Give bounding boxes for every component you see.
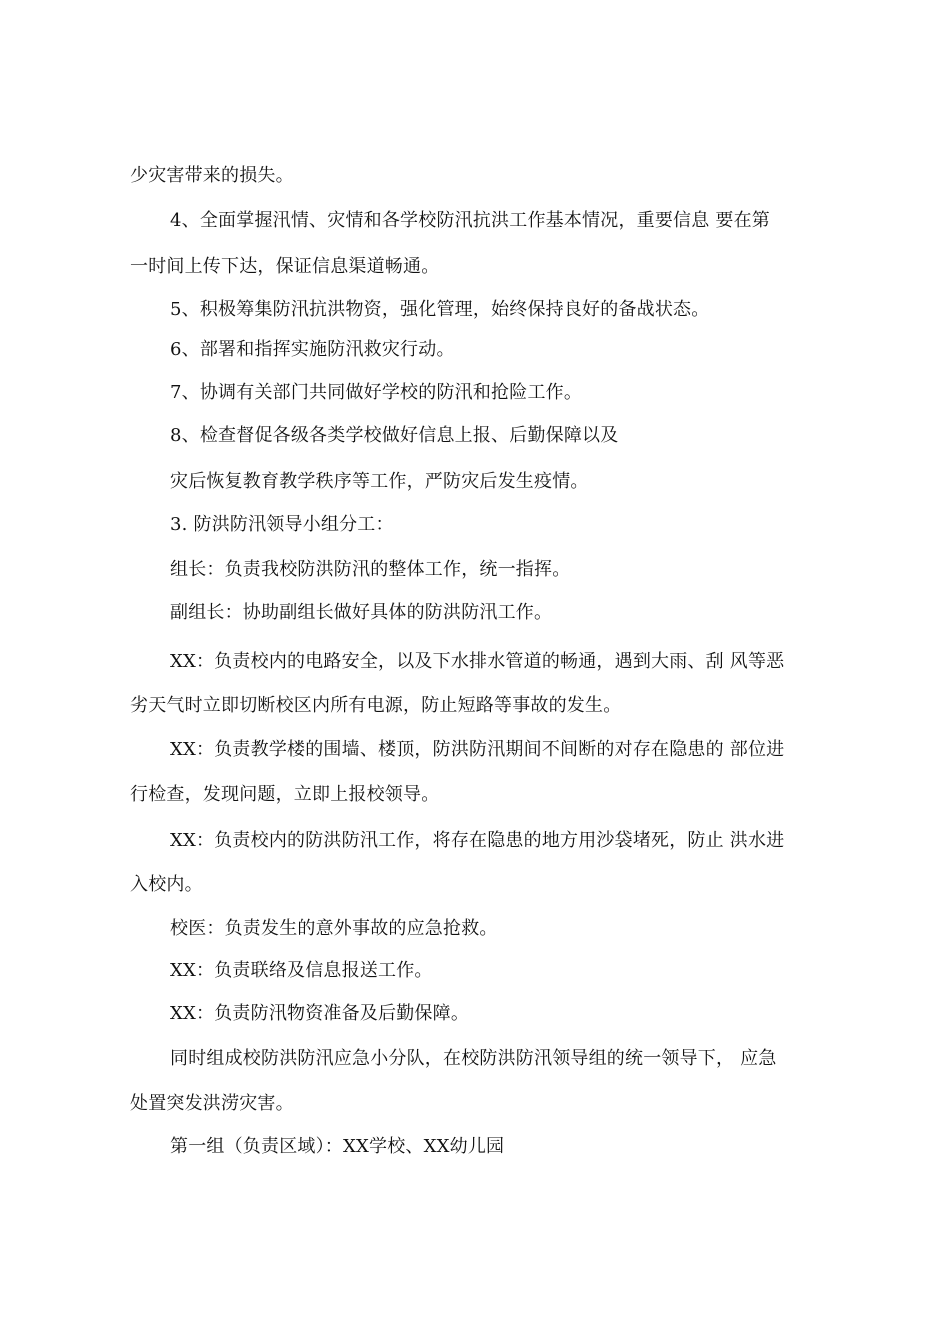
text-line: XX：负责防汛物资准备及后勤保障。: [170, 1003, 470, 1024]
text-line: 一时间上传下达，保证信息渠道畅通。: [130, 256, 440, 277]
section-heading: 3. 防洪防汛领导小组分工：: [170, 514, 394, 535]
text-line: 4、全面掌握汛情、灾情和各学校防汛抗洪工作基本情况，重要信息 要在第: [170, 210, 770, 231]
text-line: 处置突发洪涝灾害。: [130, 1093, 294, 1114]
text-line: XX：负责校内的电路安全，以及下水排水管道的畅通，遇到大雨、刮 风等恶: [170, 651, 785, 672]
text-line: 劣天气时立即切断校区内所有电源，防止短路等事故的发生。: [130, 695, 622, 716]
text-line: XX：负责联络及信息报送工作。: [170, 960, 433, 981]
text-line: 6、部署和指挥实施防汛救灾行动。: [170, 339, 455, 360]
text-line: 7、协调有关部门共同做好学校的防汛和抢险工作。: [170, 382, 583, 403]
text-line: XX：负责校内的防洪防汛工作，将存在隐患的地方用沙袋堵死，防止 洪水进: [170, 830, 785, 851]
text-line: 副组长：协助副组长做好具体的防洪防汛工作。: [170, 602, 553, 623]
text-line: 校医：负责发生的意外事故的应急抢救。: [170, 918, 498, 939]
text-line: 第一组（负责区域）：XX学校、XX幼儿园: [170, 1136, 505, 1157]
text-line: 行检查，发现问题，立即上报校领导。: [130, 784, 440, 805]
text-line: 5、积极筹集防汛抗洪物资，强化管理，始终保持良好的备战状态。: [170, 299, 710, 320]
text-line: 入校内。: [130, 874, 203, 895]
text-line: XX：负责教学楼的围墙、楼顶，防洪防汛期间不间断的对存在隐患的 部位进: [170, 739, 785, 760]
text-line: 同时组成校防洪防汛应急小分队，在校防洪防汛领导组的统一领导下， 应急: [170, 1048, 777, 1069]
text-line: 组长：负责我校防洪防汛的整体工作，统一指挥。: [170, 559, 571, 580]
text-line: 少灾害带来的损失。: [130, 165, 294, 186]
text-line: 灾后恢复教育教学秩序等工作，严防灾后发生疫情。: [170, 471, 589, 492]
text-line: 8、检查督促各级各类学校做好信息上报、后勤保障以及: [170, 425, 619, 446]
